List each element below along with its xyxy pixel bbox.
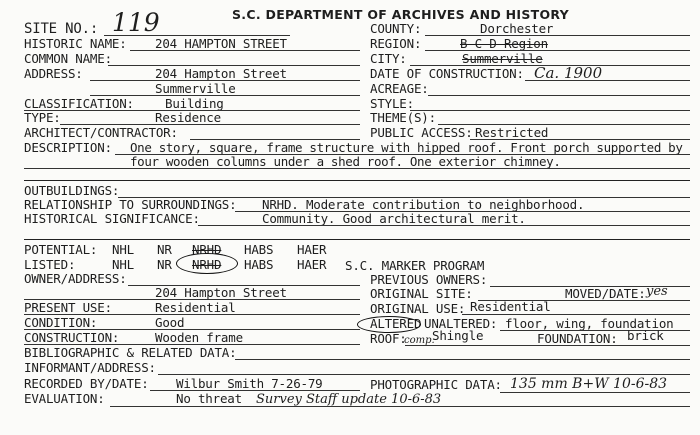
roof-value: Shingle: [432, 328, 484, 343]
evaluation-value: No threat: [176, 391, 242, 406]
listed-haer: HAER: [297, 257, 327, 272]
bibliographic-label: BIBLIOGRAPHIC & RELATED DATA:: [24, 345, 237, 360]
historic-name-label: HISTORIC NAME:: [24, 36, 127, 51]
original-site-label: ORIGINAL SITE:: [370, 286, 473, 301]
original-use-label: ORIGINAL USE:: [370, 301, 466, 316]
present-use-value: Residential: [155, 300, 236, 315]
significance-value: Community. Good architectural merit.: [262, 211, 526, 226]
potential-haer: HAER: [297, 242, 327, 257]
region-value: B-C-D Region: [460, 36, 548, 51]
common-name-label: COMMON NAME:: [24, 51, 112, 66]
informant-label: INFORMANT/ADDRESS:: [24, 360, 156, 375]
description-label: DESCRIPTION:: [24, 140, 112, 155]
construction-value: Wooden frame: [155, 330, 243, 345]
foundation-value: brick: [627, 328, 664, 343]
condition-value: Good: [155, 315, 185, 330]
condition-label: CONDITION:: [24, 315, 98, 330]
potential-nrhd: NRHD: [192, 242, 222, 257]
public-access-label: PUBLIC ACCESS:: [370, 125, 473, 140]
recorded-label: RECORDED BY/DATE:: [24, 376, 149, 391]
city-value: Summerville: [462, 51, 543, 66]
moved-label: MOVED/DATE:: [565, 286, 646, 301]
previous-owners-label: PREVIOUS OWNERS:: [370, 272, 488, 287]
outbuildings-label: OUTBUILDINGS:: [24, 183, 120, 198]
listed-label: LISTED:: [24, 257, 76, 272]
style-label: STYLE:: [370, 96, 414, 111]
description-line2: four wooden columns under a shed roof. One exterior chimney.: [130, 154, 561, 169]
classification-label: CLASSIFICATION:: [24, 96, 134, 111]
altered-value: floor, wing, foundation: [505, 316, 674, 331]
address-line1: 204 Hampton Street: [155, 66, 287, 81]
photographic-label: PHOTOGRAPHIC DATA:: [370, 377, 502, 392]
city-label: CITY:: [370, 51, 407, 66]
potential-nhl: NHL: [112, 242, 134, 257]
potential-label: POTENTIAL:: [24, 242, 98, 257]
relationship-label: RELATIONSHIP TO SURROUNDINGS:: [24, 197, 237, 212]
acreage-label: ACREAGE:: [370, 81, 429, 96]
marker-program: S.C. MARKER PROGRAM: [345, 258, 485, 273]
theme-label: THEME(S):: [370, 110, 436, 125]
historic-name-value: 204 HAMPTON STREET: [155, 36, 287, 51]
address-line2: Summerville: [155, 81, 236, 96]
moved-value: yes: [646, 284, 668, 299]
address-label: ADDRESS:: [24, 66, 83, 81]
owner-value: 204 Hampton Street: [155, 285, 287, 300]
classification-value: Building: [165, 96, 224, 111]
date-construction-label: DATE OF CONSTRUCTION:: [370, 66, 524, 81]
original-use-value: Residential: [470, 299, 551, 314]
altered-label: ALTERED: [370, 316, 422, 331]
listed-nr: NR: [157, 257, 172, 272]
roof-label: ROOF:: [370, 331, 407, 346]
evaluation-label: EVALUATION:: [24, 391, 105, 406]
type-value: Residence: [155, 110, 221, 125]
listed-nrhd: NRHD: [192, 257, 222, 272]
relationship-value: NRHD. Moderate contribution to neighborhood.: [262, 197, 585, 212]
county-label: COUNTY:: [370, 21, 422, 36]
card-header: S.C. DEPARTMENT OF ARCHIVES AND HISTORY: [232, 7, 570, 22]
public-access-value: Restricted: [475, 125, 549, 140]
owner-label: OWNER/ADDRESS:: [24, 271, 127, 286]
county-value: Dorchester: [480, 21, 554, 36]
site-no-label: SITE NO.:: [24, 21, 99, 37]
construction-label: CONSTRUCTION:: [24, 330, 120, 345]
date-construction-value: Ca. 1900: [534, 64, 603, 82]
present-use-label: PRESENT USE:: [24, 300, 112, 315]
site-no-value: 119: [112, 8, 160, 37]
description-line1: One story, square, frame structure with hipped roof. Front porch supported by: [130, 140, 683, 155]
architect-label: ARCHITECT/CONTRACTOR:: [24, 125, 178, 140]
listed-nhl: NHL: [112, 257, 134, 272]
recorded-value: Wilbur Smith 7-26-79: [176, 376, 323, 391]
photographic-value: 135 mm B+W 10-6-83: [510, 376, 668, 392]
foundation-label: FOUNDATION:: [537, 331, 618, 346]
roof-handwritten: comp.: [404, 335, 435, 346]
type-label: TYPE:: [24, 110, 61, 125]
potential-nr: NR: [157, 242, 172, 257]
region-label: REGION:: [370, 36, 422, 51]
unaltered-label: UNALTERED:: [424, 316, 498, 331]
evaluation-note: Survey Staff update 10-6-83: [256, 392, 442, 407]
potential-habs: HABS: [244, 242, 274, 257]
nrhd-circle: [176, 253, 238, 274]
significance-label: HISTORICAL SIGNIFICANCE:: [24, 211, 200, 226]
listed-habs: HABS: [244, 257, 274, 272]
